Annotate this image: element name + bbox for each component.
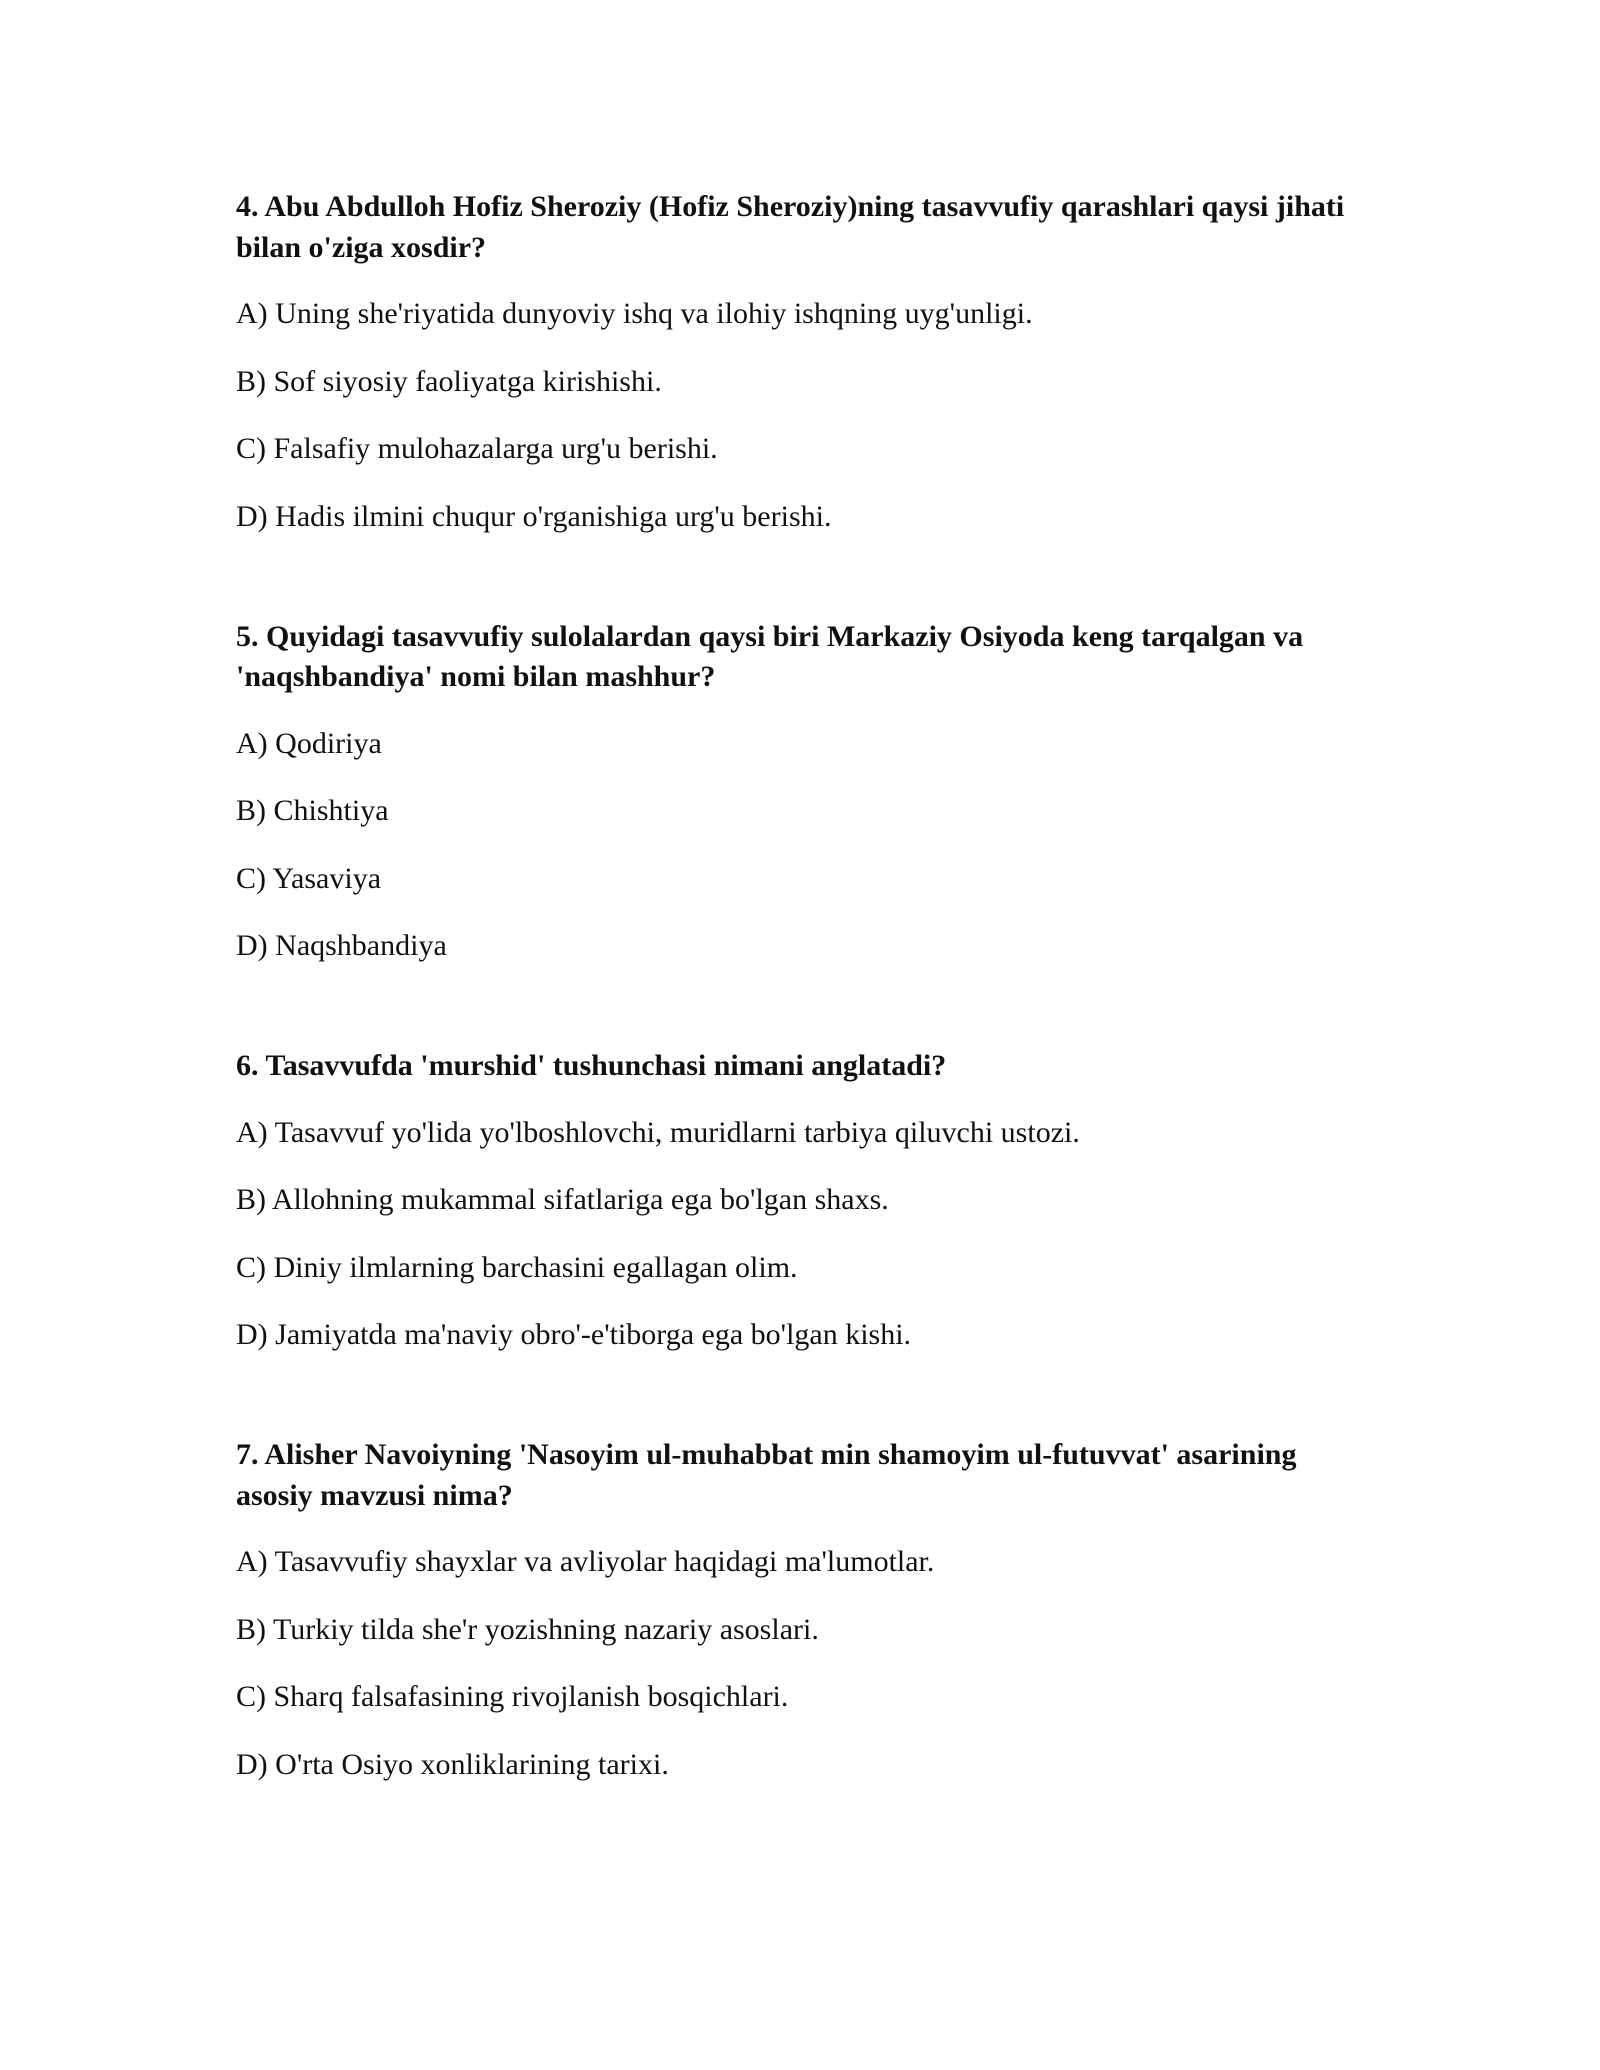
- answer-option-d: D) Jamiyatda ma'naviy obro'-e'tiborga ega bo'lgan kishi.: [236, 1318, 912, 1351]
- answer-option-a: A) Qodiriya: [236, 726, 382, 760]
- question-title: 7. Alisher Navoiyning 'Nasoyim ul-muhabbat min shamoyim ul-futuvvat' asarining asosiy mavzusi nima?: [236, 1438, 1297, 1512]
- question-block-5: [236, 617, 1376, 967]
- answer-option-b: B) Sof siyosiy faoliyatga kirishishi.: [236, 364, 662, 398]
- answer-option-d: D) O'rta Osiyo xonliklarining tarixi.: [236, 1747, 669, 1781]
- answer-option-a: A) Tasavvuf yo'lida yo'lboshlovchi, muridlarni tarbiya qiluvchi ustozi.: [236, 1115, 1080, 1149]
- question-block-6: [236, 1046, 1376, 1355]
- answer-option-c: C) Yasaviya: [236, 861, 382, 895]
- question-block-4: [236, 187, 1376, 537]
- answer-option-d: D) Hadis ilmini chuqur o'rganishiga urg'u berishi.: [236, 499, 832, 533]
- answer-option-c: C) Diniy ilmlarning barchasini egallagan olim.: [236, 1250, 798, 1284]
- question-title: 5. Quyidagi tasavvufiy sulolalardan qaysi biri Markaziy Osiyoda keng tarqalgan va 'naqshbandiya' nomi bilan mashhur?: [236, 619, 1304, 693]
- question-title: 6. Tasavvufda 'murshid' tushunchasi nimani anglatadi?: [236, 1049, 947, 1082]
- question-title: 4. Abu Abdulloh Hofiz Sheroziy (Hofiz Sheroziy)ning tasavvufiy qarashlari qaysi jihati bilan o'ziga xosdir?: [236, 190, 1345, 264]
- answer-option-d: D) Naqshbandiya: [236, 929, 447, 962]
- answer-option-b: B) Allohning mukammal sifatlariga ega bo'lgan shaxs.: [236, 1183, 889, 1216]
- answer-option-b: B) Chishtiya: [236, 794, 389, 827]
- answer-option-c: C) Sharq falsafasining rivojlanish bosqichlari.: [236, 1680, 789, 1713]
- answer-option-a: A) Tasavvufiy shayxlar va avliyolar haqidagi ma'lumotlar.: [236, 1545, 935, 1578]
- answer-option-c: C) Falsafiy mulohazalarga urg'u berishi.: [236, 432, 718, 465]
- question-list: [236, 187, 1376, 1865]
- question-block-7: [236, 1435, 1376, 1785]
- answer-option-b: B) Turkiy tilda she'r yozishning nazariy asoslari.: [236, 1612, 819, 1646]
- answer-option-a: A) Uning she'riyatida dunyoviy ishq va ilohiy ishqning uyg'unligi.: [236, 297, 1033, 330]
